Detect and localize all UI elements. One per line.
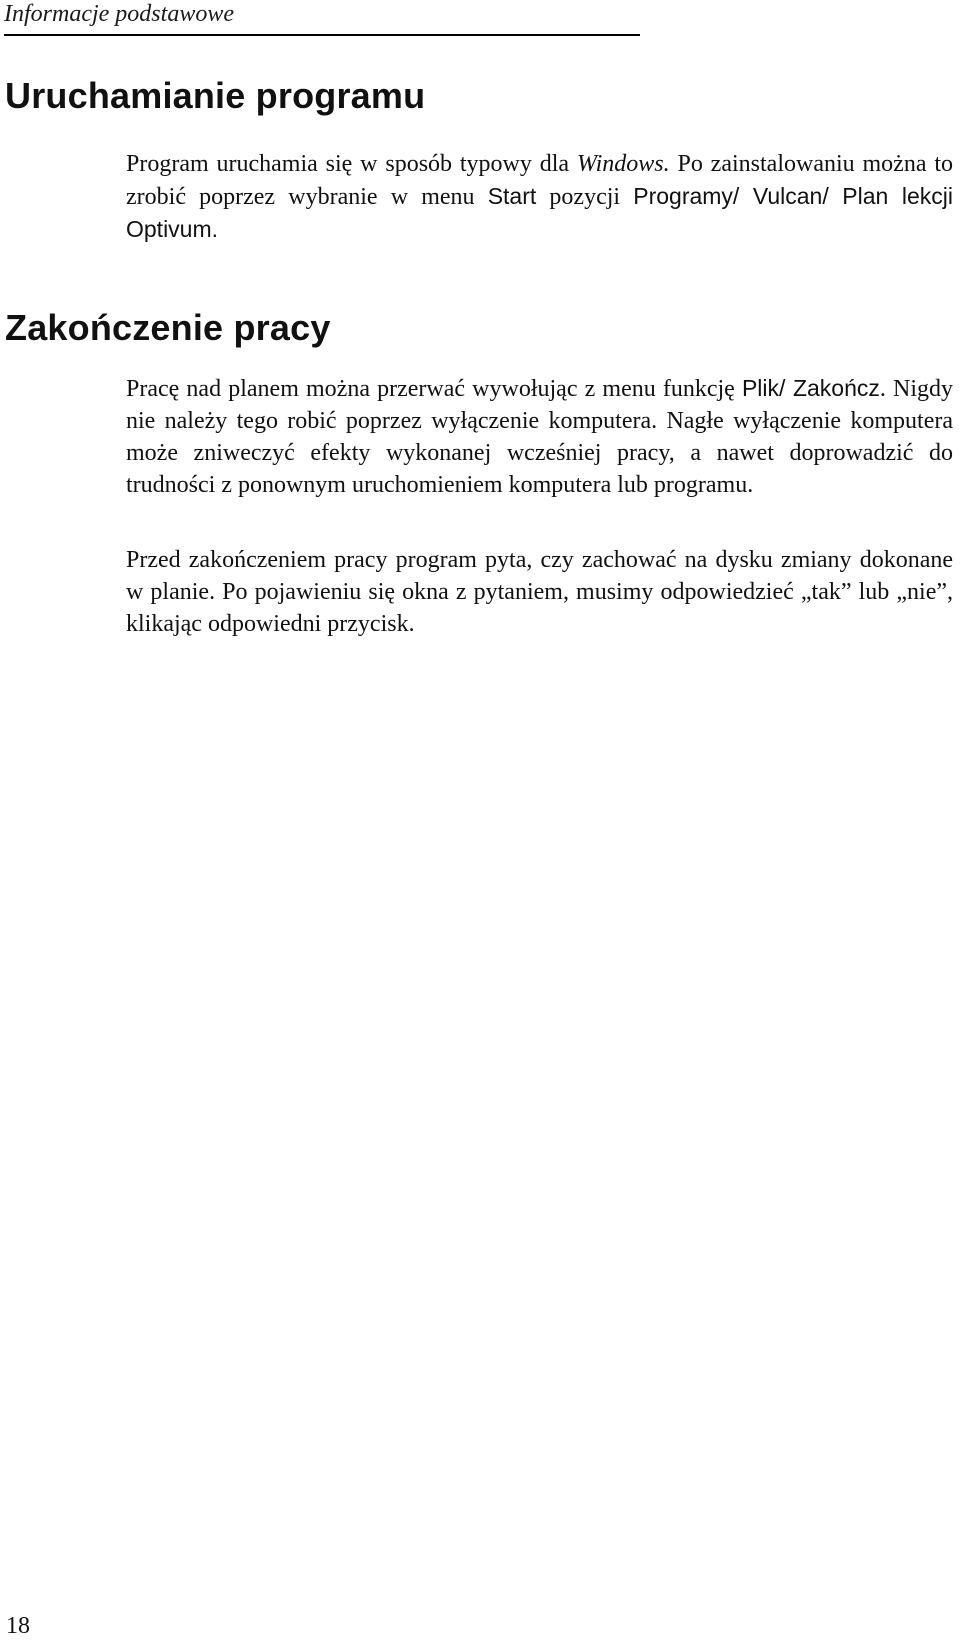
text-run: Pracę nad planem można przerwać wywołując z menu funkcję — [126, 376, 742, 402]
section-title-end: Zakończenie pracy — [5, 307, 331, 348]
text-run: . — [211, 216, 219, 242]
page-number: 18 — [6, 1613, 30, 1639]
section-end-body — [126, 372, 953, 501]
running-header: Informacje podstawowe — [4, 1, 234, 27]
header-rule — [4, 34, 640, 36]
text-run: Program uruchamia się w sposób typowy dla — [126, 151, 577, 177]
text-run: Po zainstalowaniu można to zrobić poprzez wybranie w menu — [126, 151, 953, 210]
text-run: pozycji — [536, 184, 634, 210]
section-end-body-2 — [126, 544, 953, 640]
paragraph-end-1 — [126, 372, 953, 501]
windows-term: Windows. — [576, 151, 670, 177]
text-run: . Nigdy nie należy tego robić poprzez wyłączenie komputera. Nagłe wyłączenie komputera może zniweczyć efekty wykonanej wcześniej pracy, a nawet doprowadzić do trudności z ponownym uruchomieniem komputera lub programu. — [126, 376, 954, 498]
menu-path-term: Programy/ Vulcan/ Plan lekcji Optivum — [126, 183, 953, 242]
paragraph-end-2: Przed zakończeniem pracy program pyta, czy zachować na dysku zmiany dokonane w planie. Po pojawieniu się okna z pytaniem, musimy odpowiedzieć „tak” lub „nie”, klikając odpowiedni przycisk. — [126, 547, 953, 637]
menu-function-term: Plik/ Zakończ — [741, 375, 880, 401]
start-menu-term: Start — [487, 183, 537, 209]
section-title-start: Uruchamianie programu — [5, 75, 426, 116]
paragraph-start — [126, 148, 953, 246]
section-start-body — [126, 148, 953, 246]
